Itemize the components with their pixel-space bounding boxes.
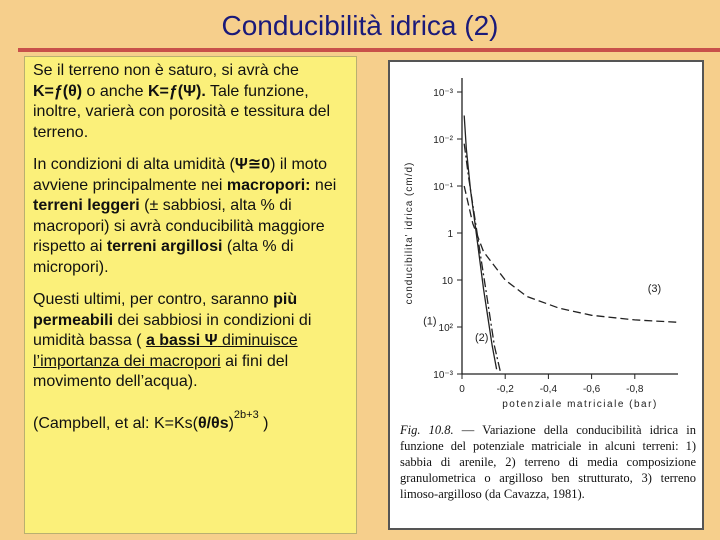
series-2-label: (2) [474,332,489,345]
formula-exponent: 2b+3 [233,408,259,421]
p3-macropori: macropori [149,352,221,370]
slide-title: Conducibilità idrica (2) [221,10,499,41]
text-panel [24,56,357,534]
formula-text-a: (Campbell, et al: K=Ks( [33,414,198,432]
p3-text-a: Questi ultimi, per contro, saranno [33,291,274,308]
p2-text-i: (alta % di micropori). [33,238,294,276]
y-tick-label: 10⁻³ [433,88,453,99]
paragraph-1 [33,61,348,143]
p3-text-g: ai fini del movimento dell’acqua). [33,352,289,390]
paragraph-2 [33,155,348,278]
title-divider [18,48,720,52]
y-axis-label: conducibilita' idrica (cm/d) [404,161,415,305]
conductivity-chart [390,62,702,412]
p2-macropori: macropori: [226,176,311,194]
p2-terreni-argillosi: terreni argillosi [106,238,223,255]
formula-ratio: θ/θs [197,414,229,432]
p3-bassi-psi: a bassi Ψ [145,332,218,349]
x-tick-label: -0,8 [626,384,644,395]
y-tick-label: 10⁻³ [433,370,453,381]
p3-text-e: diminuisce l’importanza dei [33,332,298,370]
formula [33,405,348,435]
caption-text: — Variazione della conducibilità idrica in funzione del potenziale matriciale in alcuni terreni: 1) sabbia di arenile, 2) terreno di media composizione granulometrica o argilloso ben strutturato, 3) terreno limoso-argilloso (da Cavazza, 1981). [400,423,696,501]
p2-terreni-leggeri: terreni leggeri [33,197,140,214]
p3-text-c: dei sabbiosi in condizioni di umidità bassa ( [33,311,312,349]
p1-text-c: o anche [82,82,148,100]
x-tick-label: -0,4 [539,384,558,395]
p2-text-c: ) il moto avviene principalmente nei [33,156,328,194]
series-1-label: (1) [423,315,437,328]
p3-piu-permeabili: più permeabili [33,291,298,329]
caption-fig-label: Fig. 10.8. [400,423,454,437]
formula-text-d: ) [258,414,269,432]
p2-text-g: (± sabbiosi, alta % di macropori) si avrà conducibilità maggiore rispetto ai [33,197,325,255]
figure-caption [400,422,696,502]
paragraph-3 [33,290,348,393]
p2-text-a: In condizioni di alta umidità ( [33,156,235,173]
y-tick-label: 1 [447,229,453,240]
y-tick-label: 10 [441,276,453,287]
series-3-label: (3) [647,282,662,295]
p2-text-e: nei [310,176,337,194]
p1-text-e: Tale funzione, inoltre, varierà con porosità e tessitura del terreno. [33,82,331,141]
y-tick-label: 10² [438,323,453,334]
x-tick-label: -0,2 [496,384,514,395]
p1-formula-theta: K=ƒ(θ) [33,82,83,100]
x-axis-label: potenziale matriciale (bar) [502,399,658,410]
formula-text-c: ) [228,414,234,432]
p1-formula-psi: K=ƒ(Ψ). [147,82,206,100]
x-tick-label: 0 [459,384,465,395]
y-tick-label: 10⁻¹ [433,182,453,193]
figure-panel [388,60,704,530]
p1-text-a: Se il terreno non è saturo, si avrà che [33,62,299,79]
p2-psi: Ψ≅0 [234,156,271,173]
x-tick-label: -0,6 [582,384,601,395]
y-tick-label: 10⁻² [433,135,453,146]
series-3-line [464,186,678,322]
